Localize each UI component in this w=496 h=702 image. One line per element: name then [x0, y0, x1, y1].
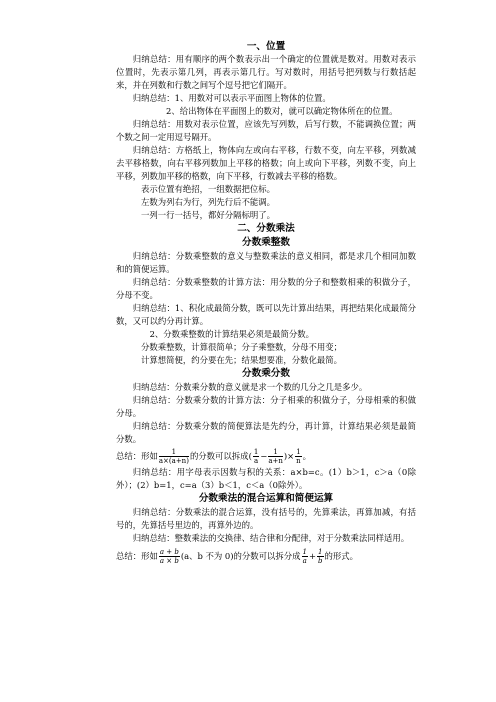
paragraph: 归纳总结：分数乘整数的意义与整数乘法的意义相同，都是求几个相同加数和的简便运算。	[116, 251, 416, 274]
fraction: $\frac{1}{a+n}$	[268, 448, 283, 465]
fraction: $\frac{1}{a}$	[253, 448, 259, 465]
document-page	[116, 40, 416, 567]
rhyme-line: 表示位置有绝招，一组数据把位标。	[141, 184, 275, 194]
subsection-title: 分数乘整数	[242, 237, 290, 248]
paragraph: 归纳总结：用数对表示位置，应该先写列数，后写行数，不能调换位置；两个数之间一定用逗号隔开。	[116, 119, 416, 142]
formula-mid: (a、b 不为 0)的分数可以拆分成	[180, 551, 301, 561]
paragraph: 归纳总结：用有顺序的两个数表示出一个确定的位置就是数对。用数对表示位置时，先表示第几列，再表示第几行。写对数时，用括号把列数与行数括起来，并在列数和行数之间写个逗号把它们隔开。	[116, 54, 416, 90]
fraction: $\frac{1}{a}$	[302, 548, 307, 565]
paragraph: 归纳总结：1、用数对可以表示平面图上物体的位置。	[132, 93, 331, 103]
paragraph: 2、分数乘整数的计算结果必须是最简分数。	[149, 329, 315, 339]
paragraph: 2、给出物体在平面图上的数对，就可以确定物体所在的位置。	[166, 106, 398, 116]
paragraph: 归纳总结：分数乘分数的意义就是求一个数的几分之几是多少。	[132, 382, 368, 392]
section-title-position: 一、位置	[246, 41, 286, 52]
paragraph: 归纳总结：用字母表示因数与积的关系：a×b=c。(1）b＞1，c＞a（0除外）；(2）b=1，c=a（3）b＜1，c＜a（0除外）。	[116, 467, 416, 490]
paragraph: 归纳总结：分数乘法的混合运算，没有括号的，先算乘法，再算加减，有括号的，先算括号里边的，再算外边的。	[116, 507, 416, 530]
rhyme-line: 一列一行一括号，都好分隔标明了。	[141, 210, 275, 220]
paragraph: 归纳总结：整数乘法的交换律、结合律和分配律，对于分数乘法同样适用。	[132, 533, 410, 543]
fraction: $\frac{1}{a\times(a+n)}$	[158, 448, 189, 465]
section-title-fraction-multiplication: 二、分数乘法	[237, 223, 295, 234]
paragraph: 归纳总结：分数乘分数的简便算法是先约分，再计算，计算结果必须是最简分数。	[116, 421, 416, 444]
rhyme-line: 计算想简便，约分要在先；结果想要准，分数化最简。	[141, 355, 342, 365]
formula-prefix: 总结：形如	[116, 551, 158, 561]
paragraph: 归纳总结：方格纸上，物体向左或向右平移，行数不变，向左平移，列数减去平移格数，向右平移列数加上平移的格数；向上或向下平移，列数不变，向上平移，列数加平移的格数，向下平移，行数减去平移的格数。	[116, 145, 416, 181]
formula-mid: 的分数可以拆成	[189, 451, 249, 461]
rhyme-line: 分数乘整数，计算很简单；分子乘整数，分母不用变；	[141, 342, 342, 352]
paragraph: 归纳总结：1、积化成最简分数，既可以先计算出结果，再把结果化成最简分数，又可以约分再计算。	[116, 303, 416, 326]
fraction: $\frac{a + b}{a \times b}$	[159, 548, 179, 565]
paragraph: 归纳总结：分数乘整数的计算方法：用分数的分子和整数相乘的积做分子，分母不变。	[116, 277, 416, 300]
formula-line: 总结：形如 $\frac{1}{a\times(a+n)}$ 的分数可以拆成( $\frac{1}{a}$ − $\frac{1}{a+n}$ )× $\frac{1}{n}$ 。	[116, 448, 312, 465]
rhyme-line: 左数为列右为行，列先行后不能调。	[141, 197, 275, 207]
fraction: $\frac{1}{b}$	[318, 548, 323, 565]
subsection-title: 分数乘法的混合运算和简便运算	[198, 493, 334, 504]
formula-line: 总结：形如 $\frac{a + b}{a \times b}$ (a、b 不为 0)的分数可以拆分成 $\frac{1}{a}$ + $\frac{1}{b}$ 的形式。	[116, 548, 358, 565]
subsection-title: 分数乘分数	[242, 368, 290, 379]
formula-end: 的形式。	[324, 551, 358, 561]
paragraph: 归纳总结：分数乘分数的计算方法：分子相乘的积做分子，分母相乘的积做分母。	[116, 395, 416, 418]
formula-prefix: 总结：形如	[116, 451, 158, 461]
fraction: $\frac{1}{n}$	[296, 448, 301, 465]
